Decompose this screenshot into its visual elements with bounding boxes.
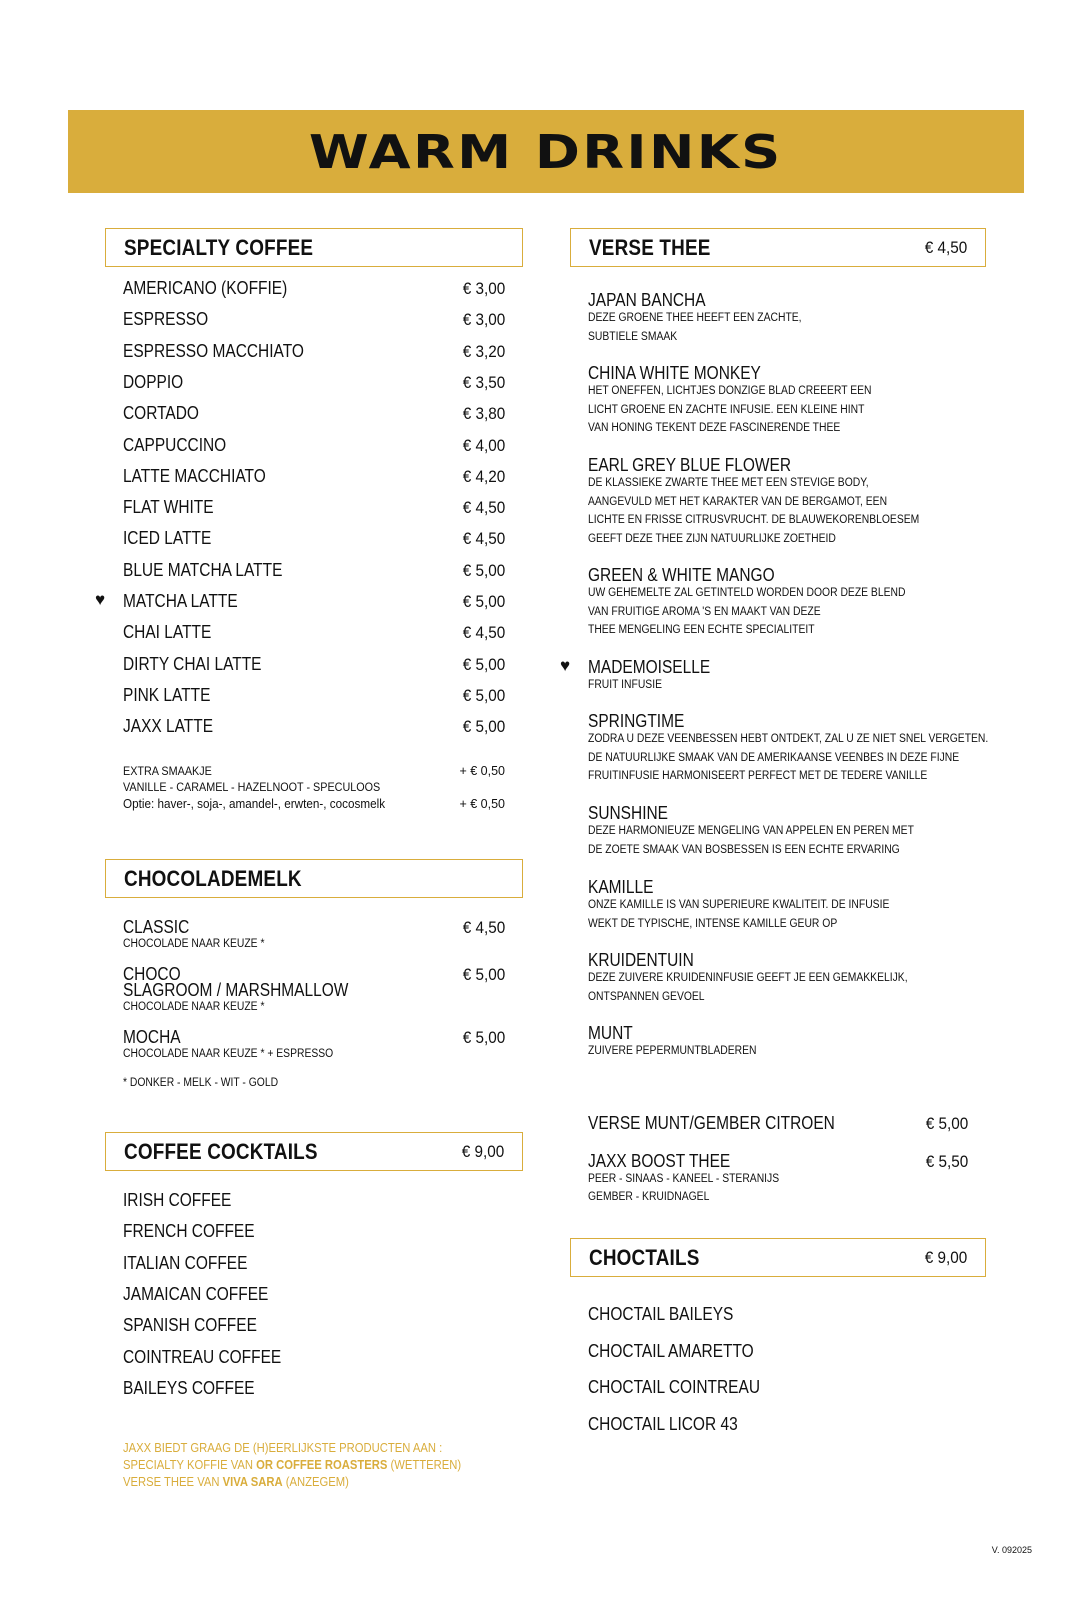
extra-row xyxy=(123,764,505,779)
item-description: GEEFT DEZE THEE ZIJN NATUURLIJKE ZOETHEID xyxy=(588,532,836,545)
item-name: JAXX LATTE xyxy=(123,716,214,737)
menu-item xyxy=(123,372,505,393)
menu-item xyxy=(588,1023,968,1057)
menu-item xyxy=(123,1253,505,1273)
menu-item xyxy=(588,455,968,545)
item-price: € 5,50 xyxy=(925,1152,968,1171)
coffee-cocktails-section xyxy=(105,1132,523,1398)
item-name: CORTADO xyxy=(123,403,199,424)
item-name: BAILEYS COFFEE xyxy=(123,1377,255,1398)
item-description: DE NATUURLIJKE SMAAK VAN DE AMERIKAANSE VEENBES IN DEZE FIJNE xyxy=(588,751,960,764)
item-description: DEZE GROENE THEE HEEFT EEN ZACHTE, xyxy=(588,312,802,324)
item-price: € 4,50 xyxy=(462,529,505,549)
item-description: LICHT GROENE EN ZACHTE INFUSIE. EEN KLEINE HINT xyxy=(588,403,865,416)
section-header xyxy=(105,228,523,267)
menu-item xyxy=(123,685,505,706)
menu-item xyxy=(123,591,505,612)
item-name: DOPPIO xyxy=(123,371,184,392)
item-name: GREEN & WHITE MANGO xyxy=(588,565,775,585)
item-description: CHOCOLADE NAAR KEUZE * xyxy=(123,1001,265,1013)
item-name: LATTE MACCHIATO xyxy=(123,465,266,486)
item-description: VAN HONING TEKENT DEZE FASCINERENDE THEE xyxy=(588,422,841,434)
supplier-note xyxy=(123,1440,461,1491)
item-name: CHINA WHITE MONKEY xyxy=(588,363,761,383)
menu-item xyxy=(123,528,505,549)
item-name-line2: SLAGROOM / MARSHMALLOW xyxy=(123,980,349,1000)
item-description: AANGEVULD MET HET KARAKTER VAN DE BERGAMOT, EEN xyxy=(588,495,888,508)
item-description: DEZE HARMONIEUZE MENGELING VAN APPELEN EN PEREN MET xyxy=(588,825,914,837)
menu-item xyxy=(123,654,505,675)
item-description: ONTSPANNEN GEVOEL xyxy=(588,990,705,1003)
item-price: € 3,00 xyxy=(462,310,505,330)
menu-item xyxy=(123,560,505,581)
section-title: CHOCTAILS xyxy=(589,1244,700,1270)
item-name: ESPRESSO MACCHIATO xyxy=(123,340,304,361)
item-name: JAPAN BANCHA xyxy=(588,290,706,310)
item-name: CLASSIC xyxy=(123,917,190,937)
milk-row xyxy=(123,796,505,811)
menu-item xyxy=(588,711,989,782)
menu-item xyxy=(123,622,505,643)
item-price: € 5,00 xyxy=(462,717,505,737)
item-description: ZODRA U DEZE VEENBESSEN HEBT ONTDEKT, ZAL U ZE NIET SNEL VERGETEN. xyxy=(588,733,989,745)
menu-item xyxy=(588,1341,968,1361)
menu-item xyxy=(123,1221,505,1241)
item-price: € 4,20 xyxy=(462,466,505,486)
section-title: CHOCOLADEMELK xyxy=(124,865,302,891)
section-header xyxy=(105,1132,523,1171)
section-price: € 9,00 xyxy=(461,1141,504,1161)
menu-item xyxy=(588,1414,968,1434)
specialty-coffee-section xyxy=(95,228,523,811)
menu-item xyxy=(123,1315,505,1335)
item-price: € 5,00 xyxy=(462,654,505,674)
item-name: CAPPUCCINO xyxy=(123,434,227,455)
item-name: COINTREAU COFFEE xyxy=(123,1346,282,1367)
menu-item xyxy=(123,466,505,487)
item-name: AMERICANO (KOFFIE) xyxy=(123,278,288,298)
item-name: JAMAICAN COFFEE xyxy=(123,1283,269,1304)
item-name: IRISH COFFEE xyxy=(123,1190,232,1210)
title-banner xyxy=(68,110,1024,193)
item-description: DE ZOETE SMAAK VAN BOSBESSEN IS EEN ECHTE ERVARING xyxy=(588,843,900,856)
section-title: SPECIALTY COFFEE xyxy=(124,234,314,260)
item-price: € 3,80 xyxy=(462,404,505,424)
item-price: € 5,00 xyxy=(462,560,505,580)
section-header xyxy=(570,228,986,267)
chocolate-footnote: * DONKER - MELK - WIT - GOLD xyxy=(123,1077,279,1089)
menu-item xyxy=(588,877,968,930)
item-name: BLUE MATCHA LATTE xyxy=(123,559,283,580)
menu-item xyxy=(123,1378,505,1398)
item-name: MUNT xyxy=(588,1023,633,1043)
item-price: € 4,50 xyxy=(462,918,505,937)
extra-flavours-row xyxy=(123,780,505,795)
section-header xyxy=(105,859,523,898)
heart-icon: ♥ xyxy=(95,590,106,609)
menu-item xyxy=(588,565,968,636)
section-title: COFFEE COCKTAILS xyxy=(124,1138,318,1164)
item-description: HET ONEFFEN, LICHTJES DONZIGE BLAD CREËERT EEN xyxy=(588,385,872,397)
item-name: SPRINGTIME xyxy=(588,711,685,731)
note-line: VERSE THEE VAN VIVA SARA (ANZEGEM) xyxy=(123,1475,349,1489)
choctails-section xyxy=(570,1238,986,1435)
item-name: CHOCTAIL BAILEYS xyxy=(588,1304,734,1324)
item-name: CHOCTAIL LICOR 43 xyxy=(588,1414,738,1435)
item-name: PINK LATTE xyxy=(123,684,211,705)
menu-item xyxy=(123,278,505,299)
item-name: MATCHA LATTE xyxy=(123,591,238,611)
item-name: CHOCO xyxy=(123,964,181,984)
note-line: SPECIALTY KOFFIE VAN OR COFFEE ROASTERS (WETTEREN) xyxy=(123,1458,462,1472)
extra-price: + € 0,50 xyxy=(459,764,505,778)
item-name: CHAI LATTE xyxy=(123,622,212,643)
item-description: PEER - SINAAS - KANEEL - STERANIJS xyxy=(588,1173,780,1185)
item-name: FLAT WHITE xyxy=(123,497,214,518)
item-description: VAN FRUITIGE AROMA 'S EN MAAKT VAN DEZE xyxy=(588,605,821,618)
item-name: ICED LATTE xyxy=(123,528,212,549)
item-description: FRUITINFUSIE HARMONISEERT PERFECT MET DE TEDERE VANILLE xyxy=(588,770,928,782)
item-name: JAXX BOOST THEE xyxy=(588,1151,731,1171)
milk-options: Optie: haver-, soja-, amandel-, erwten-, cocosmelk xyxy=(123,796,386,811)
section-price: € 9,00 xyxy=(924,1247,967,1267)
note-line: JAXX BIEDT GRAAG DE (H)EERLIJKSTE PRODUCTEN AAN : xyxy=(123,1441,443,1455)
item-description: WEKT DE TYPISCHE, INTENSE KAMILLE GEUR OP xyxy=(588,917,838,930)
item-price: € 3,20 xyxy=(462,341,505,361)
menu-item xyxy=(588,657,968,691)
item-description: FRUIT INFUSIE xyxy=(588,679,662,691)
milk-price: + € 0,50 xyxy=(459,797,505,811)
item-name: MOCHA xyxy=(123,1027,181,1047)
item-description: THEE MENGELING EEN ECHTE SPECIALITEIT xyxy=(588,624,815,636)
item-name: CHOCTAIL COINTREAU xyxy=(588,1377,761,1398)
menu-item xyxy=(123,309,505,330)
chocolademelk-section xyxy=(105,859,523,1089)
item-description: ONZE KAMILLE IS VAN SUPERIEURE KWALITEIT. DE INFUSIE xyxy=(588,899,890,911)
menu-item xyxy=(123,1347,505,1367)
menu-item xyxy=(123,1190,505,1210)
menu-item xyxy=(588,1377,968,1397)
heart-icon: ♥ xyxy=(560,656,571,675)
item-name: KAMILLE xyxy=(588,877,654,897)
menu-item xyxy=(588,950,968,1003)
tea-supplier-name: VIVA SARA xyxy=(222,1475,283,1489)
menu-item xyxy=(123,341,505,362)
menu-item xyxy=(588,1113,968,1134)
item-description: ZUIVERE PEPERMUNTBLADEREN xyxy=(588,1045,757,1057)
item-description: LICHTE EN FRISSE CITRUSVRUCHT. DE BLAUWEKORENBLOESEM xyxy=(588,514,920,526)
item-description: SUBTIELE SMAAK xyxy=(588,330,678,343)
item-price: € 5,00 xyxy=(462,592,505,611)
item-price: € 3,00 xyxy=(462,279,505,298)
item-price: € 5,00 xyxy=(462,965,505,984)
menu-item xyxy=(588,290,968,343)
item-name: SUNSHINE xyxy=(588,803,668,823)
section-title: VERSE THEE xyxy=(589,234,711,260)
item-name: ITALIAN COFFEE xyxy=(123,1252,248,1273)
extra-label: EXTRA SMAAKJE xyxy=(123,764,212,778)
item-name: MADEMOISELLE xyxy=(588,657,711,677)
item-price: € 4,00 xyxy=(462,435,505,455)
roaster-name: OR COFFEE ROASTERS xyxy=(256,1458,388,1472)
item-name: DIRTY CHAI LATTE xyxy=(123,653,262,674)
menu-item xyxy=(123,716,505,737)
item-name: SPANISH COFFEE xyxy=(123,1315,257,1336)
section-header xyxy=(570,1238,986,1277)
item-price: € 5,00 xyxy=(462,685,505,705)
version-label: V. 092025 xyxy=(991,1545,1032,1555)
item-name: KRUIDENTUIN xyxy=(588,950,694,970)
item-price: € 5,00 xyxy=(462,1028,505,1047)
item-price: € 4,50 xyxy=(462,623,505,643)
item-name: ESPRESSO xyxy=(123,309,209,330)
menu-item xyxy=(123,435,505,456)
item-price: € 4,50 xyxy=(462,498,505,518)
item-price: € 5,00 xyxy=(925,1114,968,1133)
item-description: CHOCOLADE NAAR KEUZE * + ESPRESSO xyxy=(123,1048,334,1060)
item-description: GEMBER - KRUIDNAGEL xyxy=(588,1191,710,1203)
item-name: CHOCTAIL AMARETTO xyxy=(588,1340,754,1361)
menu-item xyxy=(123,1284,505,1304)
menu-item xyxy=(588,1304,968,1324)
menu-item xyxy=(123,497,505,518)
item-description: DEZE ZUIVERE KRUIDENINFUSIE GEEFT JE EEN GEMAKKELIJK, xyxy=(588,972,908,984)
item-price: € 3,50 xyxy=(462,372,505,392)
item-name: EARL GREY BLUE FLOWER xyxy=(588,455,792,475)
page-title: WARM DRINKS xyxy=(309,124,783,179)
item-description: UW GEHEMELTE ZAL GETINTELD WORDEN DOOR DEZE BLEND xyxy=(588,587,906,599)
verse-thee-section xyxy=(560,228,989,1203)
item-description: DE KLASSIEKE ZWARTE THEE MET EEN STEVIGE BODY, xyxy=(588,477,869,489)
item-name: VERSE MUNT/GEMBER CITROEN xyxy=(588,1113,835,1133)
item-name: FRENCH COFFEE xyxy=(123,1221,255,1242)
extra-flavours: VANILLE - CARAMEL - HAZELNOOT - SPECULOOS xyxy=(123,780,381,794)
menu-item xyxy=(588,803,968,856)
menu-item xyxy=(588,363,968,434)
section-price: € 4,50 xyxy=(924,237,967,257)
menu-item xyxy=(123,403,505,424)
item-description: CHOCOLADE NAAR KEUZE * xyxy=(123,938,265,950)
